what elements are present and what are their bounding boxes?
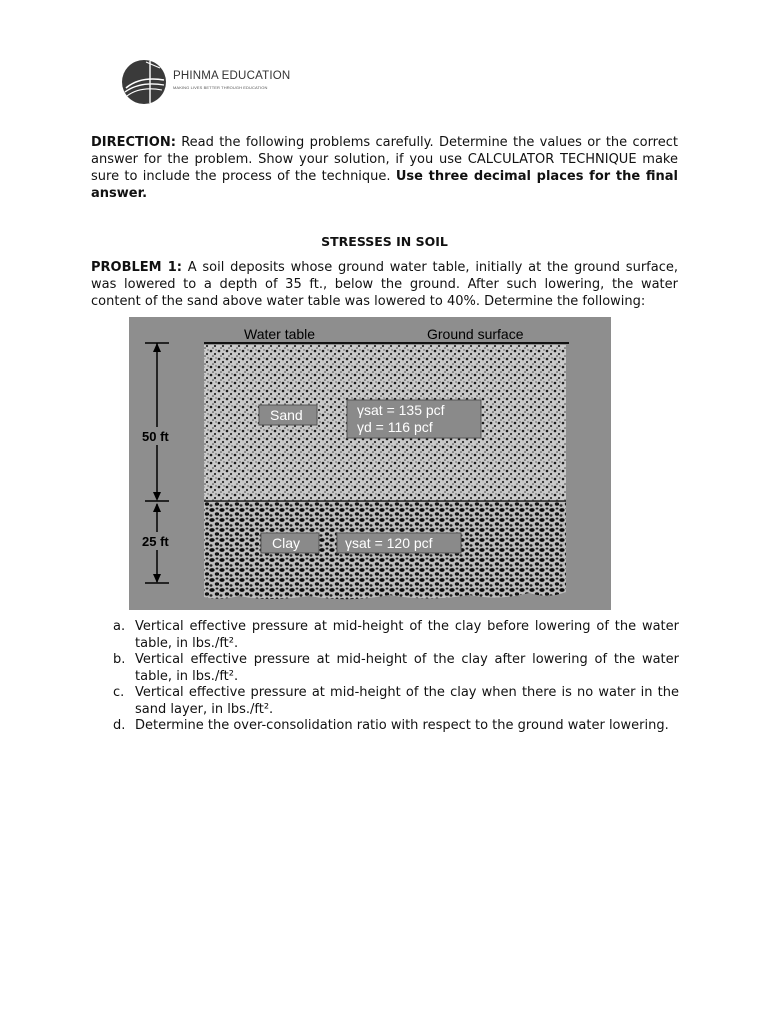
question-text: Vertical effective pressure at mid-height of the clay before lowering of the water table, in lbs./ft². <box>135 619 679 651</box>
list-item <box>113 619 679 652</box>
sand-gamma-d: γd = 116 pcf <box>357 419 433 435</box>
sand-label: Sand <box>270 407 303 423</box>
list-item <box>113 685 679 718</box>
sand-thickness-label: 50 ft <box>142 429 169 444</box>
list-item <box>113 718 679 735</box>
ground-surface-label: Ground surface <box>427 326 524 342</box>
direction-text: Read the following problems carefully. Determine the values or the correct answer for the problem. Show your solution, if you use CALCULATOR TECHNIQUE make sure to include the process of the technique. <box>91 135 678 184</box>
clay-thickness-label: 25 ft <box>142 534 169 549</box>
question-letter: b. <box>113 652 126 667</box>
phinma-logo-mark-icon <box>120 58 170 106</box>
soil-profile-figure <box>129 317 611 610</box>
org-tagline: MAKING LIVES BETTER THROUGH EDUCATION <box>173 85 268 90</box>
problem-paragraph <box>91 259 678 310</box>
sand-gamma-sat: γsat = 135 pcf <box>357 402 445 418</box>
list-item <box>113 652 679 685</box>
question-text: Vertical effective pressure at mid-height of the clay after lowering of the water table, in lbs./ft². <box>135 652 679 684</box>
clay-label: Clay <box>272 535 301 551</box>
water-table-label: Water table <box>244 326 316 342</box>
question-text: Determine the over-consolidation ratio with respect to the ground water lowering. <box>135 718 669 733</box>
section-title: STRESSES IN SOIL <box>321 234 448 249</box>
phinma-logo <box>120 58 300 106</box>
question-list <box>113 619 679 735</box>
question-letter: a. <box>113 619 126 634</box>
clay-gamma-sat: γsat = 120 pcf <box>345 535 433 551</box>
direction-paragraph <box>91 134 678 202</box>
question-text: Vertical effective pressure at mid-height of the clay when there is no water in the sand layer, in lbs./ft². <box>135 685 679 717</box>
problem-label: PROBLEM 1: <box>91 260 182 275</box>
soil-profile-diagram <box>129 317 611 610</box>
problem-text: A soil deposits whose ground water table, initially at the ground surface, was lowered to a depth of 35 ft., below the ground. After such lowering, the water content of the sand above water table was lowered to 40%. Determine the following: <box>91 260 678 309</box>
direction-label: DIRECTION: <box>91 135 176 150</box>
direction-emphasis: Use three decimal places for the final answer. <box>91 169 678 201</box>
org-name: PHINMA EDUCATION <box>173 70 291 82</box>
question-letter: d. <box>113 718 126 733</box>
question-letter: c. <box>113 685 125 700</box>
